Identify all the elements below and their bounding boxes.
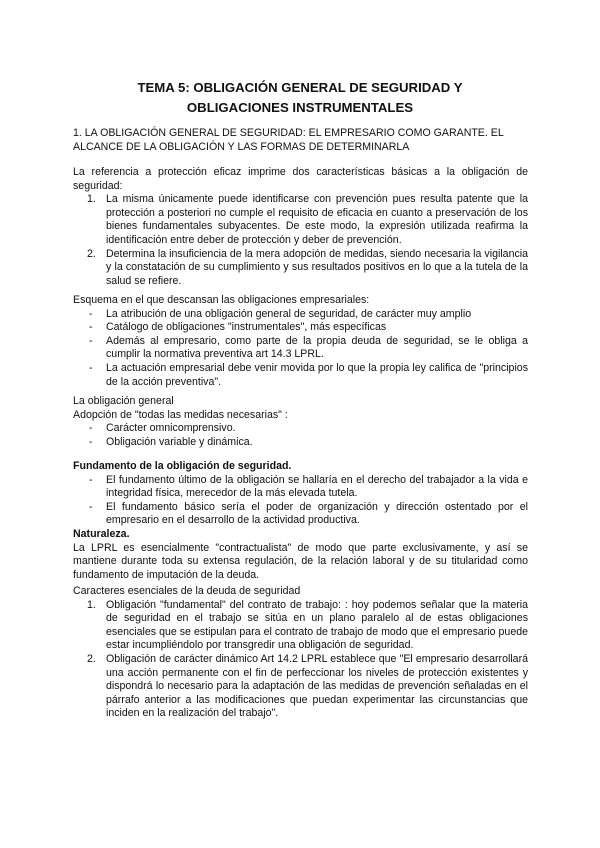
list-marker: 2.: [87, 652, 96, 665]
section-1: [73, 127, 528, 154]
title-line-1: TEMA 5: OBLIGACIÓN GENERAL DE SEGURIDAD Y: [137, 80, 463, 95]
scheme-block: [73, 294, 528, 389]
caracteres-block: [73, 585, 528, 721]
list-marker: -: [89, 307, 93, 320]
list-marker: 1.: [87, 193, 96, 206]
general-list: [73, 422, 528, 449]
page-title: [60, 78, 540, 118]
caracteres-heading: Caracteres esenciales de la deuda de seguridad: [73, 585, 301, 597]
list-marker: 1.: [87, 598, 96, 611]
list-item-text: La atribución de una obligación general de seguridad, de carácter muy amplio: [106, 307, 472, 320]
general-intro: Adopción de "todas las medidas necesarias" :: [73, 408, 288, 421]
list-marker: -: [89, 435, 93, 448]
list-item-text: Además al empresario, como parte de la propia deuda de seguridad, se le obliga a cumplir la normativa preventiva art 14.3 LPRL.: [106, 334, 528, 361]
list-marker: -: [89, 473, 93, 486]
section-heading: 1. LA OBLIGACIÓN GENERAL DE SEGURIDAD: EL EMPRESARIO COMO GARANTE. EL ALCANCE DE LA OBLIGACIÓN Y LAS FORMAS DE DETERMINARLA: [73, 127, 504, 153]
list-marker: -: [89, 361, 93, 374]
list-marker: -: [89, 334, 93, 347]
list-item: [73, 362, 528, 389]
caracteres-list: [73, 599, 528, 721]
list-marker: 2.: [87, 247, 96, 260]
list-marker: -: [89, 500, 93, 513]
naturaleza-paragraph: La LPRL es esencialmente "contractualista" de modo que parte exclusivamente, y así se mantiene durante toda su extensa regulación, de la relación laboral y de su titularidad como fundamento de imputación de la deuda.: [73, 541, 528, 581]
list-item-text: Obligación de carácter dinámico Art 14.2 LPRL establece que "El empresario desarrollará una acción permanente con el fin de perfeccionar los niveles de protección existentes y dispondrá lo necesario para la adaptación de las medidas de prevención señaladas en el párrafo anterior a las modificaciones que puedan experimentar las circunstancias que inciden en la realización del trabajo".: [106, 652, 528, 720]
list-item: [73, 308, 528, 322]
fundamento-list: [73, 474, 528, 528]
list-item: [73, 248, 528, 289]
list-item-text: Catálogo de obligaciones "instrumentales", más específicas: [106, 321, 387, 334]
list-item-text: La misma únicamente puede identificarse con prevención pues resulta patente que la protección a posteriori no cumple el requisito de eficacia en cuanto a preservación de los bienes fundamentales subyacentes. De este modo, la expresión utilizada reafirma la identificación entre deber de protección y deber de prevención.: [106, 193, 528, 246]
list-item-text: El fundamento básico sería el poder de organización y dirección ostentado por el empresario en el desarrollo de la actividad productiva.: [106, 500, 528, 527]
scheme-intro: Esquema en el que descansan las obligaciones empresariales:: [73, 294, 370, 306]
list-item: [73, 653, 528, 721]
fundamento-block: [73, 460, 528, 582]
naturaleza-heading: Naturaleza.: [73, 527, 130, 540]
general-heading: La obligación general: [73, 395, 174, 407]
title-line-2: OBLIGACIONES INSTRUMENTALES: [186, 100, 414, 115]
list-item-text: Obligación variable y dinámica.: [106, 435, 253, 448]
list-item: [73, 335, 528, 362]
general-block: [73, 395, 528, 449]
list-item: [73, 422, 528, 436]
list-item-text: El fundamento último de la obligación se hallaría en el derecho del trabajador a la vida e integridad física, merecedor de la más elevada tutela.: [106, 473, 528, 500]
intro-block: [73, 166, 528, 288]
list-item-text: Carácter omnicomprensivo.: [106, 422, 236, 435]
list-item: [73, 501, 528, 528]
list-item: [73, 599, 528, 653]
list-marker: -: [89, 422, 93, 435]
fundamento-heading: Fundamento de la obligación de seguridad.: [73, 460, 292, 472]
list-item: [73, 474, 528, 501]
list-item-text: La actuación empresarial debe venir movida por lo que la propia ley califica de "principios de la acción preventiva".: [106, 361, 528, 388]
list-item: [73, 436, 528, 450]
scheme-list: [73, 308, 528, 390]
list-item-text: Determina la insuficiencia de la mera adopción de medidas, siendo necesaria la vigilancia y la constatación de su cumplimiento y sus resultados positivos en lo que a la tutela de la salud se refiere.: [106, 247, 528, 287]
list-marker: -: [89, 321, 93, 334]
list-item: [73, 193, 528, 247]
list-item-text: Obligación "fundamental" del contrato de trabajo: : hoy podemos señalar que la materia de seguridad en el trabajo se sitúa en un plano paralelo al de estas obligaciones esenciales que se estipulan para el contrato de trabajo de modo que el empresario puede estar incumpliéndolo por transgredir una obligación de seguridad.: [106, 598, 528, 652]
intro-paragraph: La referencia a protección eficaz imprime dos características básicas a la obligación de seguridad:: [73, 166, 528, 192]
intro-list: [73, 193, 528, 288]
list-item: [73, 321, 528, 335]
